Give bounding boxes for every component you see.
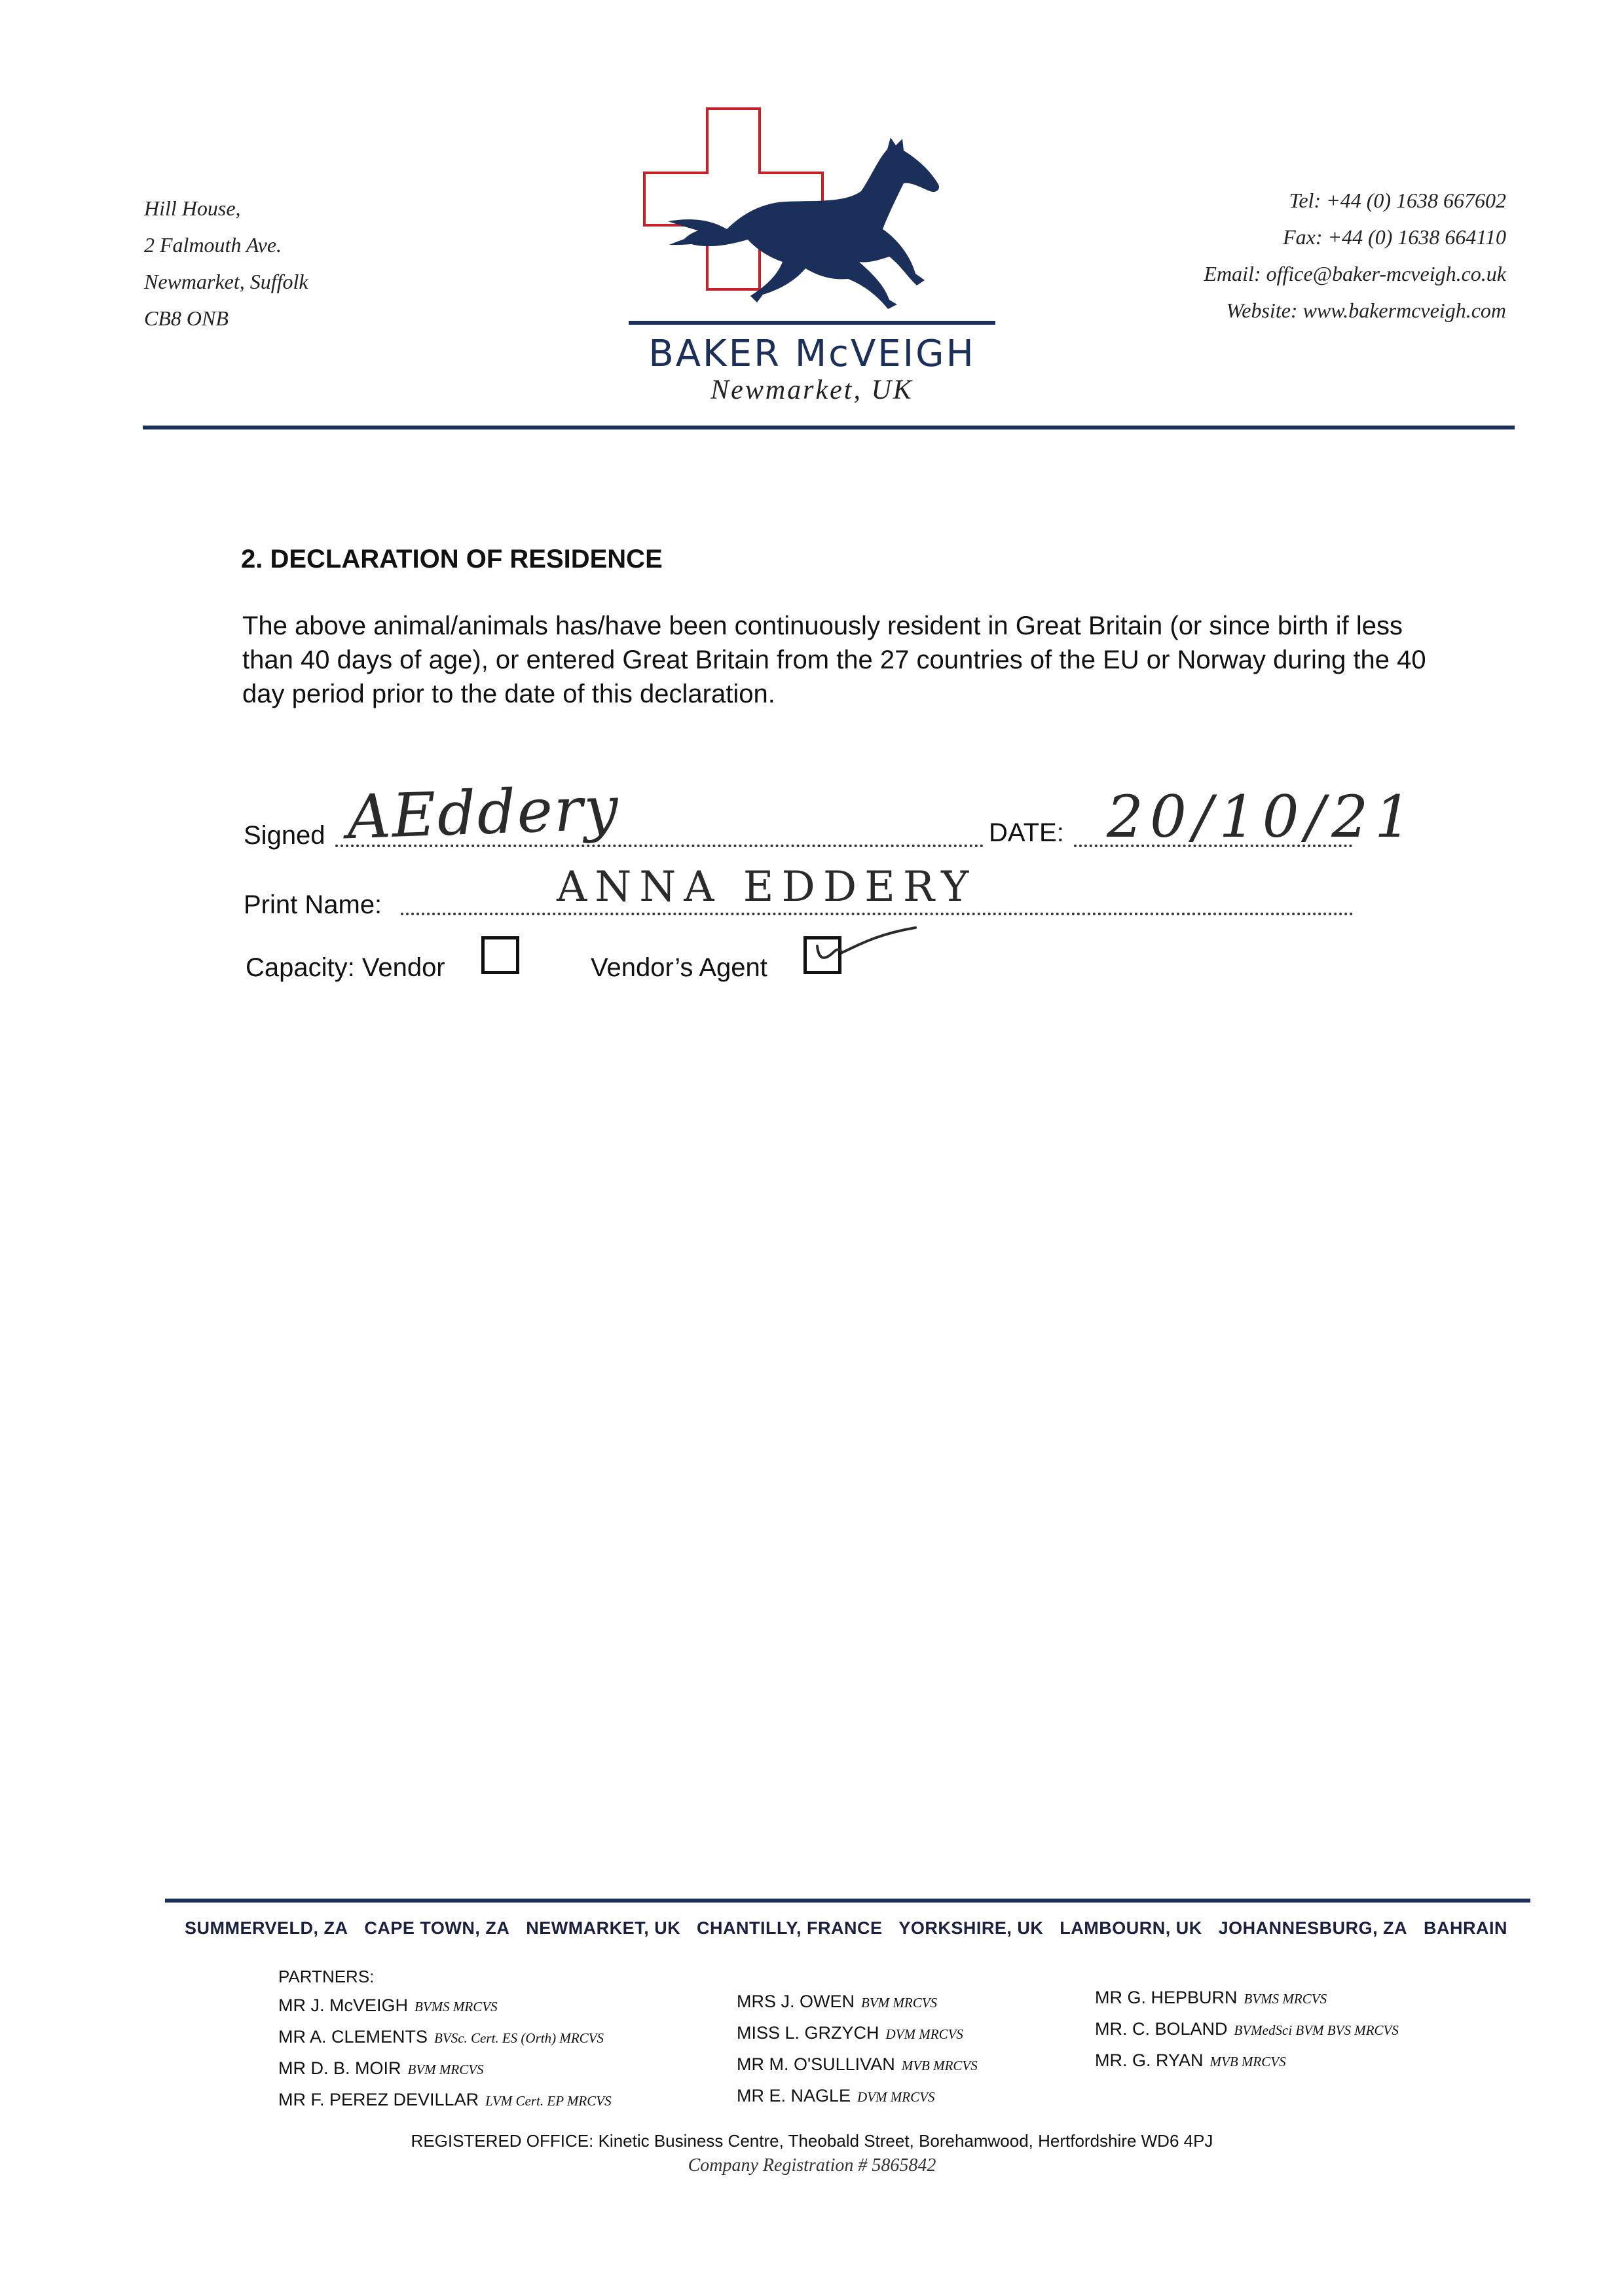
location-item: SUMMERVELD, ZA (185, 1918, 348, 1938)
brand-location: Newmarket, UK (710, 375, 913, 405)
brand-name: BAKER McVEIGH (648, 333, 976, 375)
signed-label: Signed (244, 821, 325, 850)
registered-office: REGISTERED OFFICE: Kinetic Business Centre, Theobald Street, Borehamwood, Hertfordshire WD6 4PJ (411, 2131, 1213, 2151)
signature-field[interactable]: AEddery (346, 773, 621, 853)
partner-entry: MRS J. OWEN BVM MRCVS (737, 1992, 938, 2011)
partner-entry: MR D. B. MOIR BVM MRCVS (278, 2058, 484, 2078)
company-contact (1204, 182, 1507, 329)
partner-entry: MR. G. RYAN MVB MRCVS (1095, 2050, 1286, 2070)
partner-entry: MR M. O'SULLIVAN MVB MRCVS (737, 2054, 978, 2074)
office-locations (185, 1918, 1507, 1939)
location-item: CHANTILLY, FRANCE (697, 1918, 883, 1938)
vendor-agent-label: Vendor’s Agent (591, 953, 767, 982)
contact-website[interactable]: Website: www.bakermcveigh.com (1226, 299, 1506, 322)
partner-entry: MR E. NAGLE DVM MRCVS (737, 2086, 935, 2105)
company-registration: Company Registration # 5865842 (688, 2155, 936, 2176)
partners-column-3 (1095, 1982, 1399, 2077)
partner-entry: MR G. HEPBURN BVMS MRCVS (1095, 1988, 1327, 2007)
partner-entry: MISS L. GRZYCH DVM MRCVS (737, 2023, 963, 2043)
location-item: BAHRAIN (1423, 1918, 1507, 1938)
section-title: 2. DECLARATION OF RESIDENCE (241, 545, 663, 574)
baker-mcveigh-logo-icon (629, 105, 995, 327)
address-line-3: Newmarket, Suffolk (144, 270, 308, 293)
vendor-checkbox[interactable] (481, 936, 519, 974)
address-line-4: CB8 ONB (144, 306, 229, 330)
capacity-label: Capacity: Vendor (246, 953, 445, 982)
date-field[interactable]: 20/10/21 (1107, 783, 1418, 850)
company-address (144, 190, 308, 337)
partner-entry: MR. C. BOLAND BVMedSci BVM BVS MRCVS (1095, 2019, 1399, 2039)
partners-heading: PARTNERS: (278, 1967, 375, 1986)
partners-column-1 (278, 1990, 612, 2116)
header-divider (143, 426, 1515, 429)
print-name-label: Print Name: (244, 890, 382, 919)
location-item: NEWMARKET, UK (526, 1918, 681, 1938)
location-item: LAMBOURN, UK (1060, 1918, 1202, 1938)
location-item: CAPE TOWN, ZA (364, 1918, 510, 1938)
location-item: JOHANNESBURG, ZA (1218, 1918, 1408, 1938)
partners-column-2 (737, 1986, 978, 2112)
partner-entry: MR A. CLEMENTS BVSc. Cert. ES (Orth) MRCVS (278, 2027, 604, 2047)
location-item: YORKSHIRE, UK (898, 1918, 1044, 1938)
address-line-1: Hill House, (144, 196, 241, 220)
declaration-text: The above animal/animals has/have been continuously resident in Great Britain (or since birth if less than 40 days of age), or entered Great Britain from the 27 countries of the EU or Norway during the 40 day period prior to the date of this declaration. (242, 611, 1426, 708)
print-name-field[interactable]: ANNA EDDERY (557, 863, 977, 911)
print-name-line (401, 913, 1354, 915)
partner-entry: MR F. PEREZ DEVILLAR LVM Cert. EP MRCVS (278, 2090, 612, 2109)
contact-fax: Fax: +44 (0) 1638 664110 (1283, 225, 1506, 249)
partner-entry: MR J. McVEIGH BVMS MRCVS (278, 1995, 498, 2015)
date-label: DATE: (989, 818, 1064, 847)
contact-tel: Tel: +44 (0) 1638 667602 (1289, 189, 1506, 212)
footer-divider (165, 1899, 1530, 1903)
check-mark-icon (804, 920, 922, 979)
address-line-2: 2 Falmouth Ave. (144, 233, 282, 257)
contact-email[interactable]: Email: office@baker-mcveigh.co.uk (1204, 262, 1506, 285)
